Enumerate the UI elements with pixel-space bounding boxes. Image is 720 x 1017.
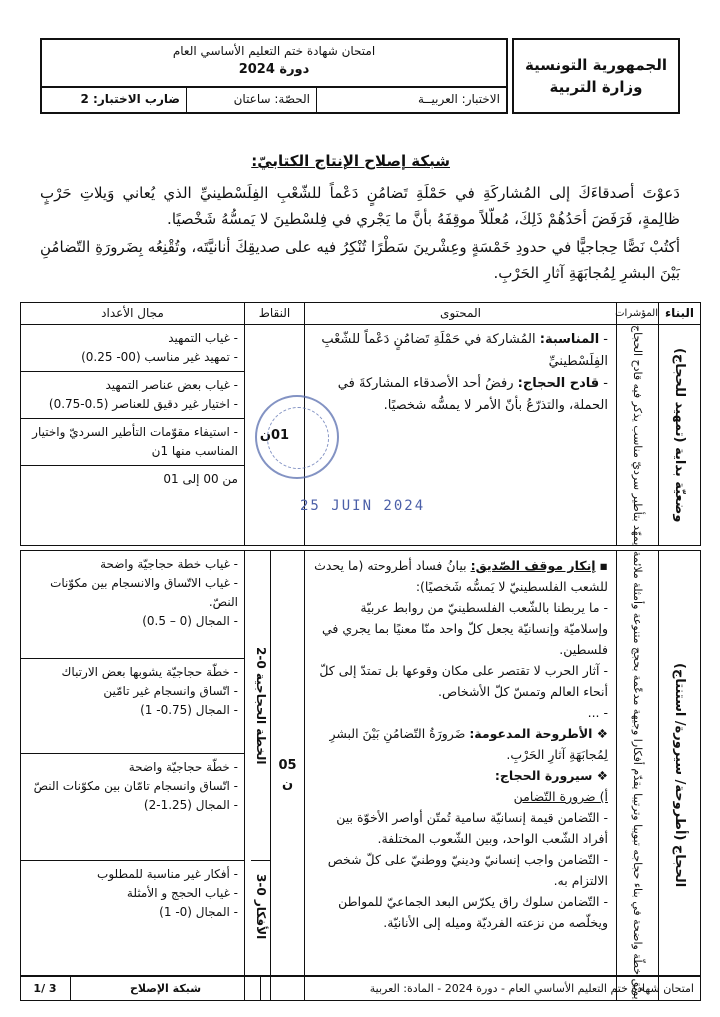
republic-name: الجمهورية التونسية (525, 56, 667, 74)
header-exam-box (40, 38, 508, 114)
argument-point-2: - التّضامن واجب إنسانيّ ودينيّ ووطنيّ على كلّ شخص الالتزام به. (327, 852, 608, 888)
table-header-row (21, 303, 701, 325)
exam-coefficient: ضارب الاختبار: 2 (80, 92, 180, 106)
grid-title: شبكة إصلاح الإنتاج الكتابيّ: (251, 152, 450, 170)
occasion-line: - المناسبة: المُشاركة في حَمْلَةِ تَضامُنٍ دَعْماً للشّعْبِ الفِلَسْطينيِّ (321, 332, 608, 369)
header-criteria: مجال الأعداد (21, 303, 245, 325)
denial-text: بيانُ فساد أطروحته (ما يحدث للشعب الفلسطينيّ لا يَمسُّه شَخصيًا): (314, 558, 608, 594)
denial-line: ▪ إنكار موقف الصّديق: بيانُ فساد أطروحته (ما يحدث للشعب الفلسطينيّ لا يَمسُّه شَخصيًا): (314, 558, 608, 594)
header-indicators: المؤشرات (617, 303, 659, 325)
criteria-item: - غياب خطة حجاجيّة واضحة - غياب الاتّساق والانسجام بين مكوّنات النصّ. - المجال (0 – 0.5) (21, 551, 244, 659)
exam-info-row (42, 86, 506, 112)
header-points: النقاط (245, 303, 305, 325)
thesis-label: ❖ الأطروحة المدعومة: (469, 726, 608, 741)
official-stamp (255, 395, 339, 479)
criteria-item: - أفكار غير مناسبة للمطلوب - غياب الحجج و الأمثلة - المجال (0- 1) (97, 867, 238, 919)
occasion-text: المُشاركة في حَمْلَةِ تَضامُنٍ دَعْماً للشّعْبِ الفِلَسْطينيِّ (321, 332, 608, 369)
grading-table-argument (20, 550, 701, 1001)
exam-duration: الحصّة: ساعتان (186, 88, 316, 112)
stamp-date: 25 JUIN 2024 (300, 498, 426, 514)
header-ministry-box (512, 38, 680, 114)
trigger-text: رفضُ أحد الأصدقاء المشاركةَ في الحملة، والتذرّعُ بأنّ الأمر لا يمسُّه شخصيًا. (337, 376, 608, 413)
denial-point-1: - ما يربطنا بالشّعب الفلسطينيّ من روابط عربيّة وإسلاميّة وإنسانيّة يجعل كلّ واحد منّا معنيًا بما يجري في فلسطين. (321, 600, 608, 657)
section1-indicator: يمهّد بتأطير سرديّ مناسب يذكر فيه قادح الحجاج (617, 325, 659, 546)
denial-point-3: - ... (587, 705, 608, 720)
trigger-label: قادح الحجاج: (517, 376, 600, 391)
criteria-item: - خطّة حجاجيّة يشوبها بعض الارتباك - اتّساق وانسجام غير تامّين - المجال (0.75- 1) (21, 659, 244, 754)
section1-points: 01ن (245, 325, 305, 546)
section1-build: وضعيّة بداية (تمهيد للحجاج) (659, 325, 701, 546)
footer-exam-info: امتحان شهادة ختم التعليم الأساسي العام - دورة 2024 - المادة: العربية (260, 977, 700, 1001)
header-content: المحتوى (305, 303, 617, 325)
criteria-item: - غياب بعض عناصر التمهيد - اختيار غير دقيق للعناصر (0.5-0.75) (21, 372, 244, 419)
exam-title: امتحان شهادة ختم التعليم الأساسي العام (172, 44, 376, 58)
exam-session: دورة 2024 (238, 62, 310, 77)
thesis-line (313, 723, 608, 765)
exam-subject: الاختبار: العربيــة (316, 88, 506, 112)
ministry-name: وزارة التربية (549, 78, 643, 96)
sub-plan-label: الخطة الحجاجية 0-2 (251, 551, 270, 861)
denial-point-2: - آثار الحرب لا تقتصر على مكان وقوعها بل تمتدّ إلى كلّ أنحاء العالم وتمسّ كلّ الأشخاص. (319, 663, 608, 699)
criteria-item: - غياب التمهيد - تمهيد غير مناسب (00- 0.25) (21, 325, 244, 372)
thesis-text: ضَرورَةُ التّضامُنِ بَيْنَ البشرِ لِمُجابَهَةِ آثارِ الحَرْبِ. (329, 726, 608, 762)
page-footer (20, 975, 700, 1001)
section1-criteria (21, 325, 245, 546)
prompt-paragraph-2: أكتُبْ نَصًّا حِجاجيًّا في حدودِ خَمْسَةٍ وعِشْرينَ سَطْرًا تُنْكِرُ فيه على صديقِكَ أنانيَّتَه، وتُقْنِعُه بِضَرورَةِ التّضامُنِ بَيْنَ البشرِ لِمُجابَهَةِ آثارِ الحَرْبِ. (40, 238, 680, 282)
header-build: البناء (659, 303, 701, 325)
argument-point-1: - التّضامن قيمة إنسانيّة سامية تُمتّن أواصر الأخوّة بين أفراد الشّعب الواحد، وبين الشّعوب المختلفة. (336, 810, 608, 846)
argument-point-3: - التّضامن سلوك راق يكرّس البعد الجماعيّ للمواطن ويخلّصه من نزعته الفرديّة وميله إلى الأنانيّة. (338, 894, 608, 930)
criteria-item: من 00 إلى 01 (163, 472, 238, 486)
section2-indicator: يوثّق خطّة واضحة في بناء حجاجه تبويبا وترتيبا يقدّم أفكارا وجيهة مدعّمة بحجج متنوعة وأمثلة ملائمة (617, 551, 659, 1001)
sub-heading-a: أ) ضرورة التّضامن (513, 789, 608, 804)
section2-points: 05 ن (271, 551, 305, 1001)
prompt-paragraph-1: دَعوْتَ أصدقاءَكَ إلى المُشاركَةِ في حَمْلَةِ تَضامُنٍ دَعْماً للشّعْبِ الفِلَسْطينيِّ الذي يُعاني وَيلاتِ حَرْبٍ ظالِمةٍ، فَرَفَضَ أحَدُهُمْ ذَلِكَ، مُعلّلاً موقِفَهُ بأنَّ ما يَجْري في فِلسْطينَ لا يَمسُّهُ شَخْصيًا. (40, 184, 680, 228)
criteria-item: - استيفاء مقوّمات التأطير السرديّ واختيار المناسب منها 1ن (21, 419, 244, 466)
denial-label: إنكار موقف الصّديق: (470, 558, 596, 573)
criteria-item: - خطّة حجاجيّة واضحة - اتّساق وانسجام تامّان بين مكوّنات النصّ - المجال (1.25-2) (21, 754, 244, 861)
page-number: 1/ 3 (33, 982, 57, 995)
section2-content (305, 551, 617, 1001)
trigger-line: - قادح الحجاج: رفضُ أحد الأصدقاء المشاركةَ في الحملة، والتذرّعُ بأنّ الأمر لا يمسُّه شخصيًا. (337, 376, 608, 413)
section2-subscores (245, 551, 271, 1001)
occasion-label: المناسبة: (539, 332, 600, 347)
section2-build: الحجاج (أطروحة/ سيرورة/ استنتاج) (659, 551, 701, 1001)
process-label: ❖ سيرورة الحجاج: (494, 768, 608, 783)
section2-criteria (21, 551, 245, 1001)
sub-ideas-label: الأفكار 0-3 (254, 874, 268, 940)
footer-label: شبكة الإصلاح (70, 977, 260, 1001)
table-row (21, 551, 701, 1001)
